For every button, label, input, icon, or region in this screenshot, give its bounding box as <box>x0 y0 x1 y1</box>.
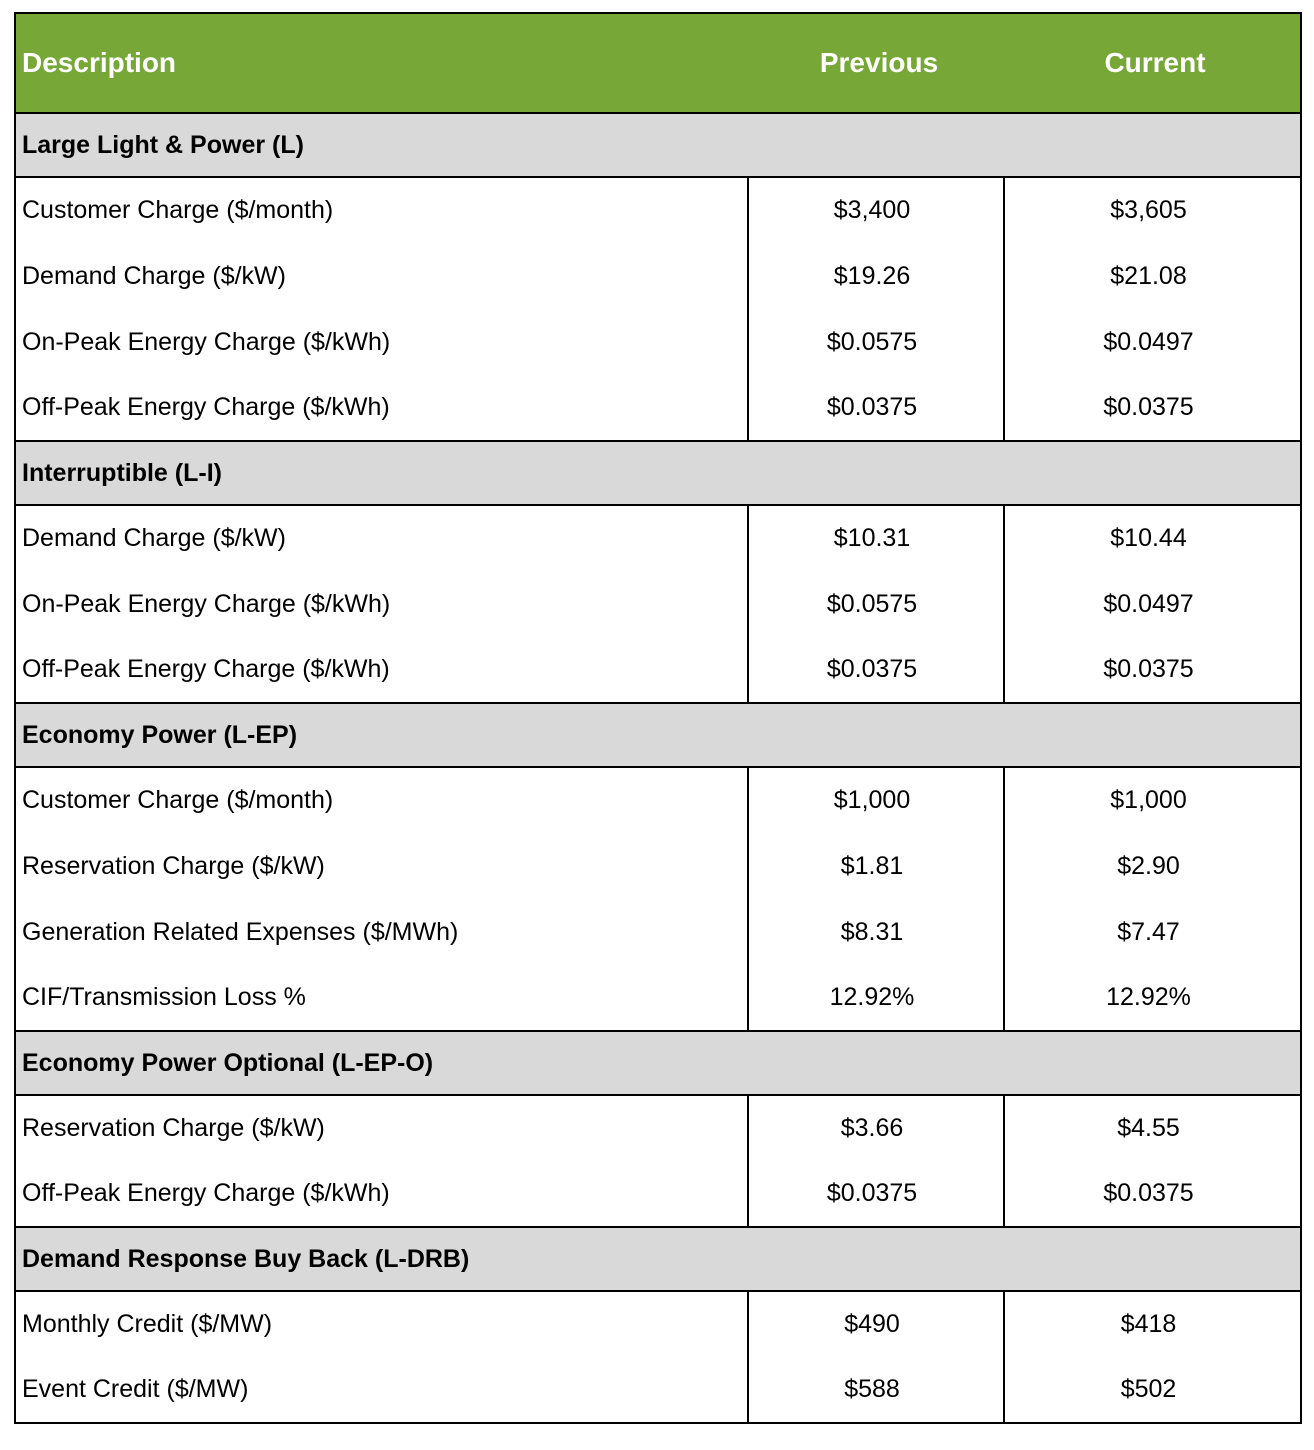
row-current-value: $502 <box>1120 1375 1177 1403</box>
row-description: Event Credit ($/MW) <box>15 1357 748 1423</box>
table-row <box>15 1161 1301 1227</box>
row-previous-value: $10.31 <box>748 505 1004 571</box>
table-row <box>15 767 1301 833</box>
row-current-value: 12.92% <box>1106 983 1191 1011</box>
table-row <box>15 309 1301 375</box>
row-current-value: $0.0375 <box>1103 655 1194 683</box>
table-header-row <box>15 13 1301 113</box>
section-header-row <box>15 441 1301 505</box>
section-title: Demand Response Buy Back (L-DRB) <box>15 1227 1301 1291</box>
table-row <box>15 899 1301 965</box>
table-row <box>15 1095 1301 1161</box>
row-description: Demand Charge ($/kW) <box>15 243 748 309</box>
row-previous-value: $0.0375 <box>748 375 1004 441</box>
section-header-row <box>15 703 1301 767</box>
header-description: Description <box>15 13 748 113</box>
header-current: Current <box>1004 13 1301 113</box>
section-title: Economy Power (L-EP) <box>15 703 1301 767</box>
table-row <box>15 637 1301 703</box>
table-row <box>15 243 1301 309</box>
section-header-row <box>15 1031 1301 1095</box>
row-current-value: $4.55 <box>1117 1114 1180 1142</box>
row-previous-value: 12.92% <box>748 965 1004 1031</box>
row-description: Generation Related Expenses ($/MWh) <box>15 899 748 965</box>
table-row <box>15 1357 1301 1423</box>
row-current-value: $21.08 <box>1110 261 1187 290</box>
row-previous-value: $0.0375 <box>748 637 1004 703</box>
row-current-value: $418 <box>1120 1310 1177 1338</box>
row-current-value: $0.0375 <box>1103 1179 1194 1207</box>
row-description: Reservation Charge ($/kW) <box>15 833 748 899</box>
row-current-value: $0.0375 <box>1103 393 1194 421</box>
section-title: Interruptible (L-I) <box>15 441 1301 505</box>
row-current-value: $2.90 <box>1117 851 1180 880</box>
row-description: On-Peak Energy Charge ($/kWh) <box>15 309 748 375</box>
section-title: Economy Power Optional (L-EP-O) <box>15 1031 1301 1095</box>
row-previous-value: $1.81 <box>748 833 1004 899</box>
table-row <box>15 965 1301 1031</box>
table-row <box>15 375 1301 441</box>
row-description: Off-Peak Energy Charge ($/kWh) <box>15 1161 748 1227</box>
row-description: Demand Charge ($/kW) <box>15 505 748 571</box>
row-previous-value: $0.0575 <box>748 571 1004 637</box>
row-previous-value: $0.0575 <box>748 309 1004 375</box>
row-description: Customer Charge ($/month) <box>15 767 748 833</box>
section-header-row <box>15 113 1301 177</box>
row-description: Off-Peak Energy Charge ($/kWh) <box>15 375 748 441</box>
header-previous: Previous <box>748 13 1004 113</box>
section-title: Large Light & Power (L) <box>15 113 1301 177</box>
row-description: Off-Peak Energy Charge ($/kWh) <box>15 637 748 703</box>
table-row <box>15 833 1301 899</box>
row-current-value: $3,605 <box>1110 196 1187 224</box>
row-previous-value: $3,400 <box>748 177 1004 243</box>
table-body <box>15 113 1301 1423</box>
rate-comparison-table <box>14 12 1302 1424</box>
table-row <box>15 571 1301 637</box>
row-previous-value: $19.26 <box>748 243 1004 309</box>
row-description: Customer Charge ($/month) <box>15 177 748 243</box>
row-description: Reservation Charge ($/kW) <box>15 1095 748 1161</box>
table-row <box>15 177 1301 243</box>
row-description: Monthly Credit ($/MW) <box>15 1291 748 1357</box>
table-row <box>15 505 1301 571</box>
row-current-value: $7.47 <box>1117 917 1180 946</box>
row-previous-value: $490 <box>748 1291 1004 1357</box>
row-previous-value: $8.31 <box>748 899 1004 965</box>
row-description: On-Peak Energy Charge ($/kWh) <box>15 571 748 637</box>
table-row <box>15 1291 1301 1357</box>
row-previous-value: $1,000 <box>748 767 1004 833</box>
row-description: CIF/Transmission Loss % <box>15 965 748 1031</box>
row-current-value: $1,000 <box>1110 786 1187 814</box>
section-header-row <box>15 1227 1301 1291</box>
row-previous-value: $0.0375 <box>748 1161 1004 1227</box>
row-current-value: $0.0497 <box>1103 327 1194 356</box>
row-current-value: $0.0497 <box>1103 589 1194 618</box>
row-current-value: $10.44 <box>1110 524 1187 552</box>
row-previous-value: $588 <box>748 1357 1004 1423</box>
row-previous-value: $3.66 <box>748 1095 1004 1161</box>
